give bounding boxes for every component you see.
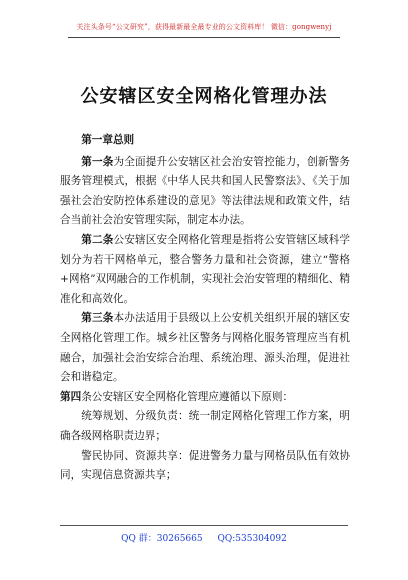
footer-contact [0, 531, 408, 544]
article-2 [60, 231, 350, 309]
document-body [60, 131, 350, 486]
article-3 [60, 309, 350, 387]
chapter-heading: 第一章总则 [81, 134, 135, 146]
footer-divider [60, 525, 348, 526]
article-4 [60, 388, 350, 408]
article-1 [60, 153, 350, 231]
footer-qq-group: QQ 群：30265665 [121, 534, 203, 544]
principle-2: 警民协同、资源共享：促进警务力量与网格员队伍有效协同，实现信息资源共享； [60, 449, 350, 482]
document-title: 公安辖区安全网格化管理办法 [80, 86, 328, 107]
article-1-number: 第一条 [81, 155, 114, 168]
footer-qq: QQ:535304092 [217, 534, 287, 544]
article-1-text: 为全面提升公安辖区社会治安管控能力，创新警务服务管理模式，根据《中华人民共和国人民警察法》、《关于加强社会治安防控体系建设的意见》等法律法规和政策文件，结合当前社会治安管理实际，制定本办法。 [60, 155, 351, 227]
header-banner: 关注头条号“公文研究”，获得最新最全最专业的公文资料库！ 微信：gongwenyj [76, 23, 332, 31]
article-4-text: 条公安辖区安全网格化管理应遵循以下原则： [81, 390, 294, 403]
article-3-text: 本办法适用于县级以上公安机关组织开展的辖区安全网格化管理工作。城乡社区警务与网格化服务管理应当有机融合，加强社会治安综合治理、系统治理、源头治理，促进社会和谐稳定。 [60, 312, 351, 384]
article-2-text: 公安辖区安全网格化管理是指将公安管辖区域科学划分为若干网格单元，整合警务力量和社会资源，建立“警格+网格”双网融合的工作机制，实现社会治安管理的精细化、精准化和高效化。 [60, 233, 351, 305]
header-divider [68, 37, 340, 38]
article-4-number: 第四 [60, 390, 82, 403]
article-3-number: 第三条 [81, 312, 114, 325]
article-2-number: 第二条 [81, 233, 114, 246]
principle-1: 统筹规划、分级负责：统一制定网格化管理工作方案，明确各级网格职责边界； [60, 410, 350, 442]
